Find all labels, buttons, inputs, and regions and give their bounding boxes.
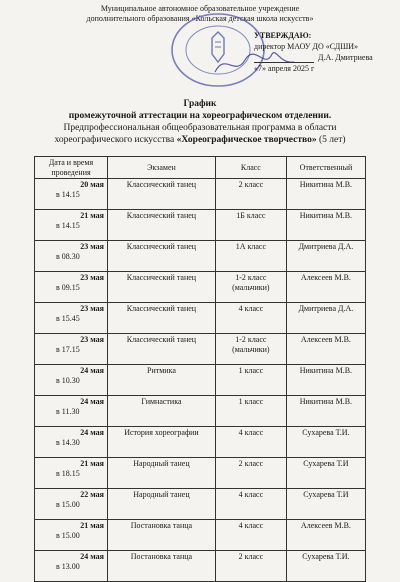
exam-time: в 14.15	[56, 189, 80, 199]
table-row	[35, 365, 366, 396]
program-line-2	[0, 134, 400, 146]
exam-date: 24 мая	[80, 397, 104, 406]
exam-date: 20 мая	[80, 180, 104, 189]
document-title: График	[183, 99, 217, 109]
cell-class: 2 класс	[215, 458, 286, 489]
approval-position: директор МАОУ ДО «СДШИ»	[254, 42, 359, 51]
org-line-1: Муниципальное автономное образовательное учреждение	[100, 4, 300, 13]
program-name: «Хореографическое творчество»	[176, 135, 317, 145]
exam-time: в 17.15	[56, 344, 80, 354]
header-teacher: Ответственный	[286, 157, 365, 179]
cell-exam: История хореографии	[107, 427, 215, 458]
table-row	[35, 241, 366, 272]
exam-date: 23 мая	[80, 335, 104, 344]
table-row	[35, 551, 366, 582]
cell-teacher: Никитина М.В.	[286, 396, 365, 427]
program-prefix: хореографического искусства	[54, 135, 177, 145]
cell-date	[35, 272, 108, 303]
table-row	[35, 303, 366, 334]
cell-exam: Народный танец	[107, 489, 215, 520]
cell-class: 4 класс	[215, 427, 286, 458]
cell-teacher: Никитина М.В.	[286, 365, 365, 396]
cell-class: 1-2 класс (мальчики)	[215, 272, 286, 303]
cell-date	[35, 241, 108, 272]
cell-class: 1А класс	[215, 241, 286, 272]
exam-schedule-table	[34, 156, 366, 582]
table-row	[35, 334, 366, 365]
exam-time: в 18.15	[56, 468, 80, 478]
cell-date	[35, 303, 108, 334]
header-date: Дата и время проведения	[35, 157, 108, 179]
cell-exam: Постановка танца	[107, 551, 215, 582]
exam-date: 21 мая	[80, 211, 104, 220]
cell-exam: Постановка танца	[107, 520, 215, 551]
cell-date	[35, 396, 108, 427]
exam-date: 24 мая	[80, 366, 104, 375]
cell-teacher: Никитина М.В.	[286, 179, 365, 210]
table-row	[35, 272, 366, 303]
exam-time: в 11.30	[56, 406, 80, 416]
cell-exam: Классический танец	[107, 210, 215, 241]
exam-time: в 09.15	[56, 282, 80, 292]
cell-date	[35, 489, 108, 520]
approval-block	[254, 30, 394, 74]
exam-time: в 15.00	[56, 530, 80, 540]
table-row	[35, 396, 366, 427]
program-suffix: (5 лет)	[316, 135, 346, 145]
table-row	[35, 427, 366, 458]
cell-exam: Классический танец	[107, 179, 215, 210]
cell-exam: Ритмика	[107, 365, 215, 396]
cell-teacher: Дмитриева Д.А.	[286, 241, 365, 272]
cell-class: 1 класс	[215, 365, 286, 396]
cell-date	[35, 520, 108, 551]
cell-date	[35, 458, 108, 489]
cell-date	[35, 179, 108, 210]
cell-exam: Классический танец	[107, 272, 215, 303]
approval-title: УТВЕРЖДАЮ:	[254, 31, 312, 40]
table-header-row	[35, 157, 366, 179]
cell-teacher: Никитина М.В.	[286, 210, 365, 241]
cell-teacher: Дмитриева Д.А.	[286, 303, 365, 334]
document-heading	[0, 98, 400, 146]
cell-date	[35, 427, 108, 458]
cell-teacher: Алексеев М.В.	[286, 334, 365, 365]
cell-class: 2 класс	[215, 551, 286, 582]
exam-time: в 14.15	[56, 220, 80, 230]
approval-date: «7» апреля 2025 г	[254, 64, 315, 73]
exam-date: 21 мая	[80, 459, 104, 468]
cell-class: 4 класс	[215, 303, 286, 334]
document-subtitle: промежуточной аттестации на хореографическом отделении.	[68, 111, 332, 121]
exam-time: в 10.30	[56, 375, 80, 385]
table-row	[35, 458, 366, 489]
header-exam: Экзамен	[107, 157, 215, 179]
cell-class: 4 класс	[215, 489, 286, 520]
cell-date	[35, 210, 108, 241]
cell-class: 2 класс	[215, 179, 286, 210]
cell-exam: Народный танец	[107, 458, 215, 489]
exam-time: в 14.30	[56, 437, 80, 447]
cell-teacher: Алексеев М.В.	[286, 520, 365, 551]
approval-signer-row	[254, 52, 394, 63]
header-class: Класс	[215, 157, 286, 179]
exam-time: в 15.00	[56, 499, 80, 509]
cell-teacher: Сухарева Т.И	[286, 458, 365, 489]
exam-date: 21 мая	[80, 521, 104, 530]
exam-time: в 08.30	[56, 251, 80, 261]
cell-exam: Классический танец	[107, 334, 215, 365]
cell-date	[35, 551, 108, 582]
cell-class: 4 класс	[215, 520, 286, 551]
table-row	[35, 179, 366, 210]
cell-exam: Классический танец	[107, 241, 215, 272]
cell-teacher: Алексеев М.В.	[286, 272, 365, 303]
exam-date: 23 мая	[80, 304, 104, 313]
cell-exam: Классический танец	[107, 303, 215, 334]
table-row	[35, 210, 366, 241]
exam-date: 24 мая	[80, 428, 104, 437]
exam-time: в 15.45	[56, 313, 80, 323]
exam-date: 24 мая	[80, 552, 104, 561]
cell-exam: Гимнастика	[107, 396, 215, 427]
exam-date: 23 мая	[80, 242, 104, 251]
cell-teacher: Сухарева Т.И.	[286, 427, 365, 458]
cell-teacher: Сухарева Т.И.	[286, 551, 365, 582]
exam-time: в 13.00	[56, 561, 80, 571]
cell-date	[35, 365, 108, 396]
exam-date: 23 мая	[80, 273, 104, 282]
cell-class: 1Б класс	[215, 210, 286, 241]
cell-class: 1 класс	[215, 396, 286, 427]
cell-class: 1-2 класс (мальчики)	[215, 334, 286, 365]
org-line-2: дополнительного образования «Кольская детская школа искусств»	[86, 14, 314, 23]
approval-signer: Д.А. Дмитриева	[318, 53, 373, 62]
cell-teacher: Сухарева Т.И	[286, 489, 365, 520]
program-line: Предпрофессиональная общеобразовательная программа в области	[63, 123, 337, 133]
cell-date	[35, 334, 108, 365]
table-row	[35, 520, 366, 551]
exam-date: 22 мая	[80, 490, 104, 499]
table-row	[35, 489, 366, 520]
